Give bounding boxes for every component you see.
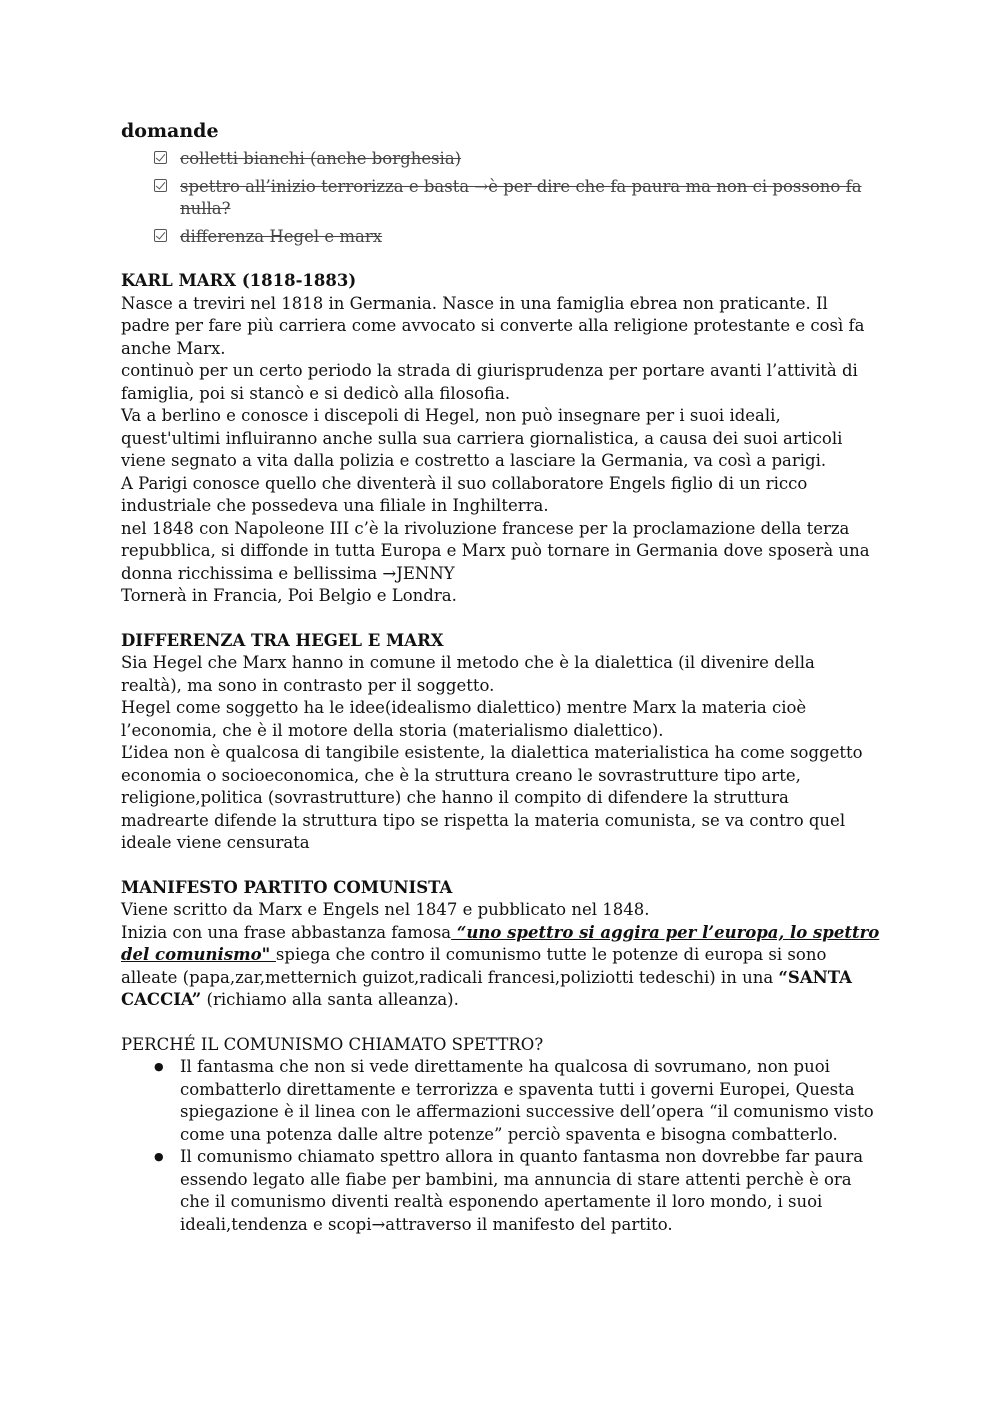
bullet-item: ● Il comunismo chiamato spettro allora in quanto fantasma non dovrebbe far paura essendo legato alle fiabe per bambini, ma annuncia di stare attenti perchè è ora che il comunismo diventi realtà esponendo apertamente il loro mondo, i suoi ideali,tendenza e scopi→attraverso il manifesto del partito. — [154, 1146, 881, 1236]
checked-box-icon[interactable] — [154, 151, 167, 164]
marx-section-title: KARL MARX (1818-1883) — [121, 271, 357, 290]
bullet-item: ● Il fantasma che non si vede direttamente ha qualcosa di sovrumano, non puoi combatterlo direttamente e terrorizza e spaventa tutti i governi Europei, Questa spiegazione è il linea con le affermazioni successive dell’opera “il comunismo visto come una potenza dalle altre potenze” perciò spaventa e bisogna combatterlo. — [154, 1056, 881, 1146]
spettro-bullet-list — [121, 1056, 881, 1236]
checklist-item-text: differenza Hegel e marx — [180, 226, 383, 246]
domande-heading: domande — [121, 120, 219, 142]
checklist-item[interactable] — [154, 148, 881, 171]
differenza-paragraph: Hegel come soggetto ha le idee(idealismo dialettico) mentre Marx la materia cioè l’economia, che è il motore della storia (materialismo dialettico). — [121, 698, 807, 740]
differenza-paragraph: Sia Hegel che Marx hanno in comune il metodo che è la dialettica (il divenire della realtà), ma sono in contrasto per il soggetto. — [121, 653, 815, 695]
differenza-section-title: DIFFERENZA TRA HEGEL E MARX — [121, 630, 444, 650]
spettro-question: PERCHÉ IL COMUNISMO CHIAMATO SPETTRO? — [121, 1034, 544, 1054]
marx-paragraph: Va a berlino e conosce i discepoli di Hegel, non può insegnare per i suoi ideali, quest'ultimi influiranno anche sulla sua carriera giornalistica, a causa dei suoi articoli viene segnato a vita dalla polizia e costretto a lasciare la Germania, va così a parigi. — [121, 406, 843, 470]
checked-box-icon[interactable] — [154, 179, 167, 192]
famous-quote: “uno spettro si aggira per l’europa, lo spettro del comunismo" — [121, 922, 880, 964]
marx-paragraph: continuò per un certo periodo la strada di giurisprudenza per portare avanti l’attività di famiglia, poi si stancò e si dedicò alla filosofia. — [121, 361, 858, 403]
checklist-item[interactable] — [154, 176, 881, 221]
manifesto-paragraph — [121, 922, 881, 1012]
marx-paragraph: nel 1848 con Napoleone III c’è la rivoluzione francese per la proclamazione della terza repubblica, si diffonde in tutta Europa e Marx può tornare in Germania dove sposerà una donna ricchissima e bellissima →JENNY — [121, 518, 870, 583]
spacer — [121, 1012, 881, 1034]
checklist-item-text: spettro all’inizio terrorizza e basta →è per dire che fa paura ma non ci possono fa nulla? — [180, 176, 862, 218]
manifesto-text: Inizia con una frase abbastanza famosa — [121, 922, 452, 942]
manifesto-section-title: MANIFESTO PARTITO COMUNISTA — [121, 877, 453, 897]
marx-paragraph: A Parigi conosce quello che diventerà il suo collaboratore Engels figlio di un ricco industriale che possedeva una filiale in Inghilterra. — [121, 473, 808, 515]
manifesto-text: (richiamo alla santa alleanza). — [201, 990, 459, 1009]
checklist-item[interactable] — [154, 226, 881, 249]
checked-box-icon[interactable] — [154, 229, 167, 242]
marx-paragraph: Nasce a treviri nel 1818 in Germania. Nasce in una famiglia ebrea non praticante. Il padre per fare più carriera come avvocato si converte alla religione protestante e così fa anche Marx. — [121, 293, 865, 358]
document-page — [121, 118, 881, 1236]
checklist-item-text: colletti bianchi (anche borghesia) — [180, 149, 462, 168]
manifesto-paragraph: Viene scritto da Marx e Engels nel 1847 e pubblicato nel 1848. — [121, 900, 650, 919]
manifesto-text: spiega che contro il comunismo tutte le potenze di europa si sono alleate (papa,zar,metternich guizot,radicali francesi,poliziotti tedeschi) in una — [121, 945, 827, 987]
marx-paragraph: Tornerà in Francia, Poi Belgio e Londra. — [121, 586, 457, 605]
differenza-paragraph: L’idea non è qualcosa di tangibile esistente, la dialettica materialistica ha come soggetto economia o socioeconomica, che è la struttura creano le sovrastrutture tipo arte, religione,politica (sovrastrutture) che hanno il compito di difendere la struttura madrearte difende la struttura tipo se rispetta la materia comunista, se va contro quel ideale viene censurata — [121, 743, 863, 852]
santa-caccia-text: “SANTA CACCIA” — [121, 967, 852, 1009]
domande-checklist — [121, 148, 881, 248]
